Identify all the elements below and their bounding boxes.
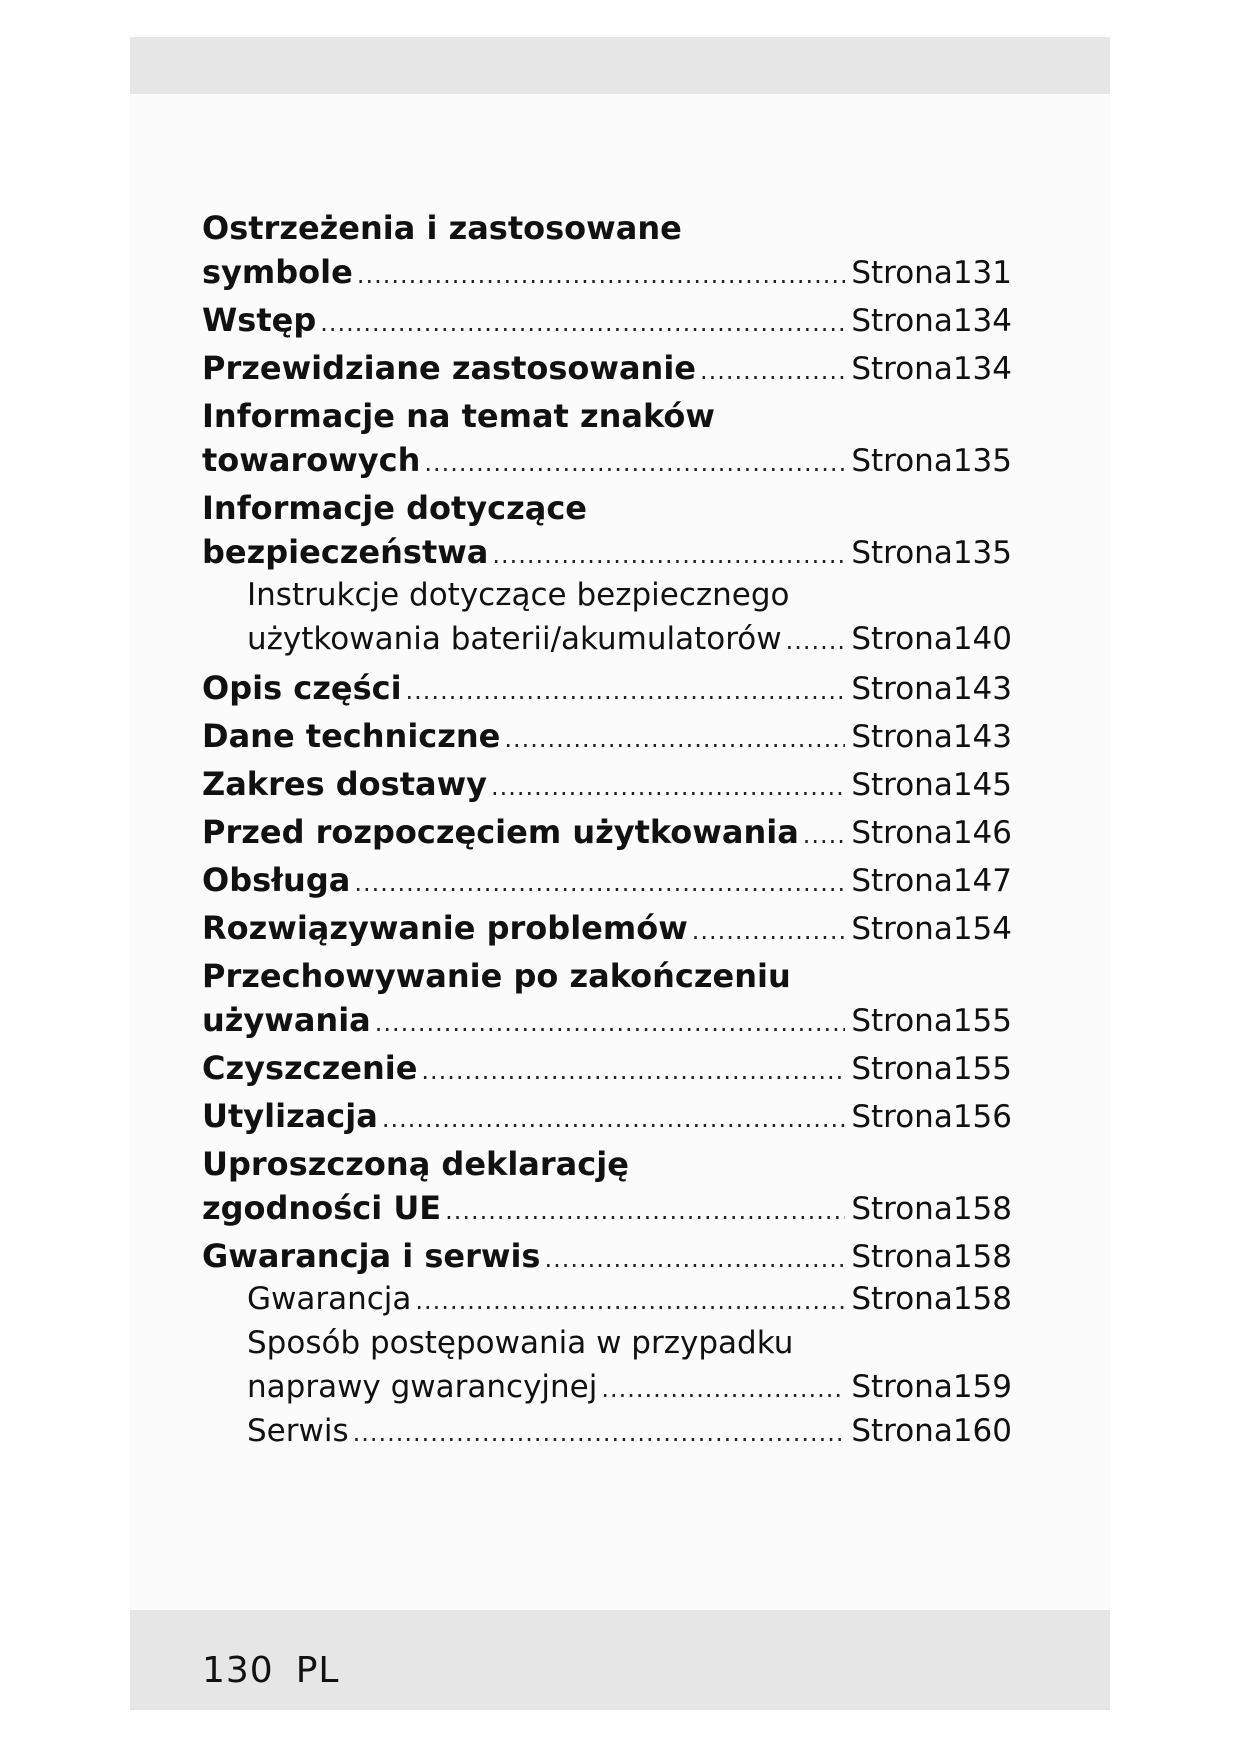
- dot-leader: [421, 1057, 845, 1085]
- toc-entry-line: [202, 1097, 1012, 1141]
- toc-entry[interactable]: [202, 861, 1012, 905]
- toc-entry-title: symbole: [202, 253, 353, 291]
- toc-entry-title: Gwarancja i serwis: [202, 1237, 541, 1275]
- toc-entry-title: Instrukcje dotyczące bezpiecznego: [247, 577, 790, 613]
- toc-entry-line: [202, 209, 1012, 253]
- document-page: [130, 37, 1110, 1710]
- toc-subentry[interactable]: [202, 577, 1012, 665]
- toc-entry-title: Sposób postępowania w przypadku: [247, 1325, 794, 1361]
- toc-entry[interactable]: [202, 489, 1012, 577]
- toc-entry-line: [202, 669, 1012, 713]
- toc-entry[interactable]: [202, 813, 1012, 857]
- dot-leader: [601, 1375, 845, 1403]
- toc-entry-title: Utylizacja: [202, 1097, 378, 1135]
- toc-entry[interactable]: [202, 1237, 1012, 1281]
- toc-entry[interactable]: [202, 209, 1012, 297]
- dot-leader: [353, 1419, 846, 1447]
- toc-entry-line: [202, 349, 1012, 393]
- toc-page-ref: Strona131: [851, 255, 1012, 291]
- toc-entry-line: [202, 1145, 1012, 1189]
- toc-entry[interactable]: [202, 1049, 1012, 1093]
- dot-leader: [491, 773, 845, 801]
- toc-page-ref: Strona143: [851, 719, 1012, 755]
- toc-entry-title: Ostrzeżenia i zastosowane: [202, 209, 682, 247]
- toc-entry-line: [202, 1369, 1012, 1413]
- toc-entry-title: Wstęp: [202, 301, 317, 339]
- toc-page-ref: Strona147: [851, 863, 1012, 899]
- dot-leader: [544, 1245, 845, 1273]
- toc-entry-title: naprawy gwarancyjnej: [247, 1369, 598, 1405]
- dot-leader: [786, 627, 846, 655]
- dot-leader: [382, 1105, 845, 1133]
- toc-page-ref: Strona156: [851, 1099, 1012, 1135]
- toc-entry-line: [202, 533, 1012, 577]
- toc-entry-line: [202, 909, 1012, 953]
- toc-page-ref: Strona158: [851, 1281, 1012, 1317]
- dot-leader: [504, 725, 845, 753]
- language-code: PL: [295, 1650, 340, 1691]
- dot-leader: [692, 917, 846, 945]
- toc-entry-title: Czyszczenie: [202, 1049, 418, 1087]
- toc-entry[interactable]: [202, 349, 1012, 393]
- toc-entry-title: Uproszczoną deklarację: [202, 1145, 629, 1183]
- toc-entry[interactable]: [202, 1097, 1012, 1141]
- toc-entry[interactable]: [202, 1145, 1012, 1233]
- toc-entry-title: Przed rozpoczęciem użytkowania: [202, 813, 799, 851]
- toc-entry-title: Informacje na temat znaków: [202, 397, 715, 435]
- toc-entry-title: Zakres dostawy: [202, 765, 487, 803]
- toc-entry-line: [202, 717, 1012, 761]
- toc-entry-line: [202, 1237, 1012, 1281]
- toc-page-ref: Strona158: [851, 1191, 1012, 1227]
- toc-entry-line: [202, 861, 1012, 905]
- toc-entry-title: towarowych: [202, 441, 421, 479]
- toc-entry-title: Serwis: [247, 1413, 349, 1449]
- toc-entry-line: [202, 489, 1012, 533]
- toc-entry-line: [202, 813, 1012, 857]
- dot-leader: [445, 1197, 845, 1225]
- table-of-contents: [202, 205, 1012, 1457]
- footer: [202, 1650, 361, 1691]
- toc-page-ref: Strona160: [851, 1413, 1012, 1449]
- toc-entry-title: użytkowania baterii/akumulatorów: [247, 621, 782, 657]
- toc-page-ref: Strona135: [851, 443, 1012, 479]
- toc-entry-line: [202, 1001, 1012, 1045]
- toc-page-ref: Strona155: [851, 1051, 1012, 1087]
- toc-page-ref: Strona143: [851, 671, 1012, 707]
- toc-entry-line: [202, 397, 1012, 441]
- toc-entry-title: Przechowywanie po zakończeniu: [202, 957, 791, 995]
- toc-entry-line: [202, 621, 1012, 665]
- dot-leader: [357, 261, 846, 289]
- toc-entry-line: [202, 1281, 1012, 1325]
- header-band: [130, 37, 1110, 94]
- toc-entry[interactable]: [202, 765, 1012, 809]
- toc-subentry[interactable]: [202, 1281, 1012, 1325]
- toc-page-ref: Strona135: [851, 535, 1012, 571]
- toc-page-ref: Strona159: [851, 1369, 1012, 1405]
- toc-page-ref: Strona154: [851, 911, 1012, 947]
- toc-page-ref: Strona155: [851, 1003, 1012, 1039]
- toc-entry[interactable]: [202, 397, 1012, 485]
- toc-entry-line: [202, 1325, 1012, 1369]
- toc-subentry[interactable]: [202, 1325, 1012, 1413]
- toc-entry-line: [202, 1189, 1012, 1233]
- toc-entry-line: [202, 301, 1012, 345]
- toc-page-ref: Strona134: [851, 351, 1012, 387]
- toc-entry-title: zgodności UE: [202, 1189, 442, 1227]
- dot-leader: [406, 677, 846, 705]
- toc-entry-title: Opis części: [202, 669, 402, 707]
- toc-entry-line: [202, 253, 1012, 297]
- toc-entry[interactable]: [202, 301, 1012, 345]
- toc-entry-title: Rozwiązywanie problemów: [202, 909, 688, 947]
- toc-entry-title: bezpieczeństwa: [202, 533, 489, 571]
- toc-entry-title: Informacje dotyczące: [202, 489, 587, 527]
- toc-entry-title: Przewidziane zastosowanie: [202, 349, 696, 387]
- toc-subentry[interactable]: [202, 1413, 1012, 1457]
- dot-leader: [803, 821, 846, 849]
- dot-leader: [492, 541, 845, 569]
- toc-entry[interactable]: [202, 717, 1012, 761]
- dot-leader: [415, 1287, 845, 1315]
- toc-entry-title: Obsługa: [202, 861, 351, 899]
- toc-page-ref: Strona158: [851, 1239, 1012, 1275]
- toc-entry-line: [202, 765, 1012, 809]
- toc-entry[interactable]: [202, 957, 1012, 1045]
- toc-entry[interactable]: [202, 909, 1012, 953]
- toc-entry-line: [202, 957, 1012, 1001]
- toc-page-ref: Strona134: [851, 303, 1012, 339]
- toc-entry-line: [202, 441, 1012, 485]
- toc-entry-line: [202, 577, 1012, 621]
- toc-entry-title: Dane techniczne: [202, 717, 501, 755]
- dot-leader: [700, 357, 845, 385]
- dot-leader: [320, 309, 845, 337]
- toc-entry-title: używania: [202, 1001, 371, 1039]
- dot-leader: [354, 869, 845, 897]
- toc-entry-line: [202, 1413, 1012, 1457]
- dot-leader: [424, 449, 845, 477]
- toc-page-ref: Strona145: [851, 767, 1012, 803]
- dot-leader: [375, 1009, 846, 1037]
- toc-page-ref: Strona140: [851, 621, 1012, 657]
- toc-entry-title: Gwarancja: [247, 1281, 412, 1317]
- toc-page-ref: Strona146: [851, 815, 1012, 851]
- footer-band: [130, 1610, 1110, 1710]
- toc-entry-line: [202, 1049, 1012, 1093]
- page-number: 130: [202, 1650, 274, 1691]
- toc-entry[interactable]: [202, 669, 1012, 713]
